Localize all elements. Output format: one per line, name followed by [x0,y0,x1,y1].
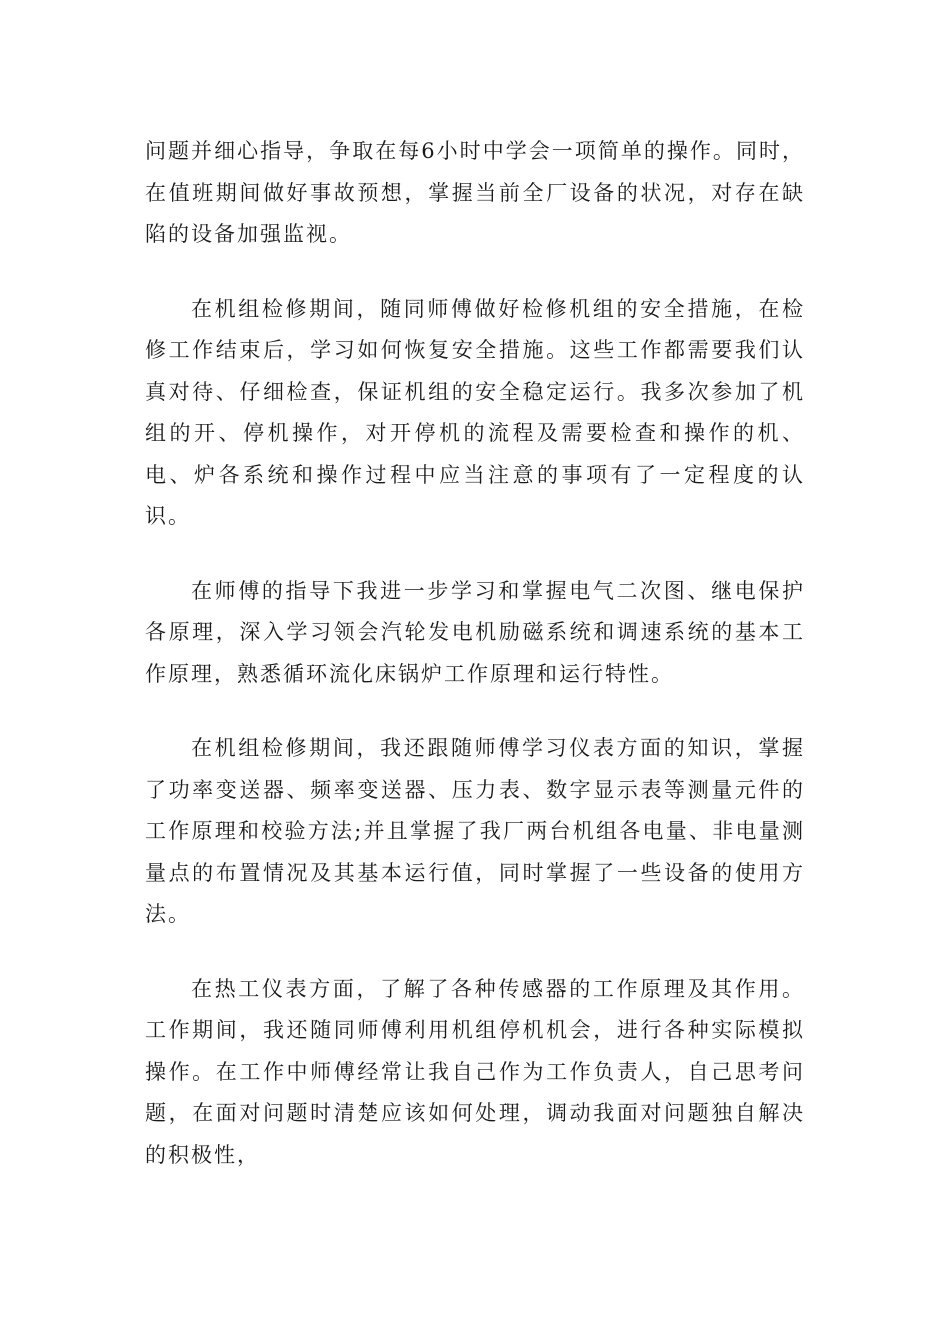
paragraph-instrument-study: 在机组检修期间，我还跟随师傅学习仪表方面的知识，掌握了功率变送器、频率变送器、压力表、数字显示表等测量元件的工作原理和校验方法;并且掌握了我厂两台机组各电量、非电量测量点的布置情况及其基本运行值，同时掌握了一些设备的使用方法。 [145,736,805,926]
paragraph-continuation: 问题并细心指导，争取在每6小时中学会一项简单的操作。同时，在值班期间做好事故预想，掌握当前全厂设备的状况，对存在缺陷的设备加强监视。 [145,139,805,246]
paragraph-unit-maintenance: 在机组检修期间，随同师傅做好检修机组的安全措施，在检修工作结束后，学习如何恢复安全措施。这些工作都需要我们认真对待、仔细检查，保证机组的安全稳定运行。我多次参加了机组的开、停机操作，对开停机的流程及需要检查和操作的机、电、炉各系统和操作过程中应当注意的事项有了一定程度的认识。 [145,296,805,528]
paragraph-thermal-instruments: 在热工仪表方面，了解了各种传感器的工作原理及其作用。工作期间，我还随同师傅利用机组停机机会，进行各种实际模拟操作。在工作中师傅经常让我自己作为工作负责人，自己思考问题，在面对问题时清楚应该如何处理，调动我面对问题独自解决的积极性， [145,976,805,1167]
document-body [145,131,805,1176]
paragraph-electrical-study: 在师傅的指导下我进一步学习和掌握电气二次图、继电保护各原理，深入学习领会汽轮发电机励磁系统和调速系统的基本工作原理，熟悉循环流化床锅炉工作原理和运行特性。 [145,578,805,686]
